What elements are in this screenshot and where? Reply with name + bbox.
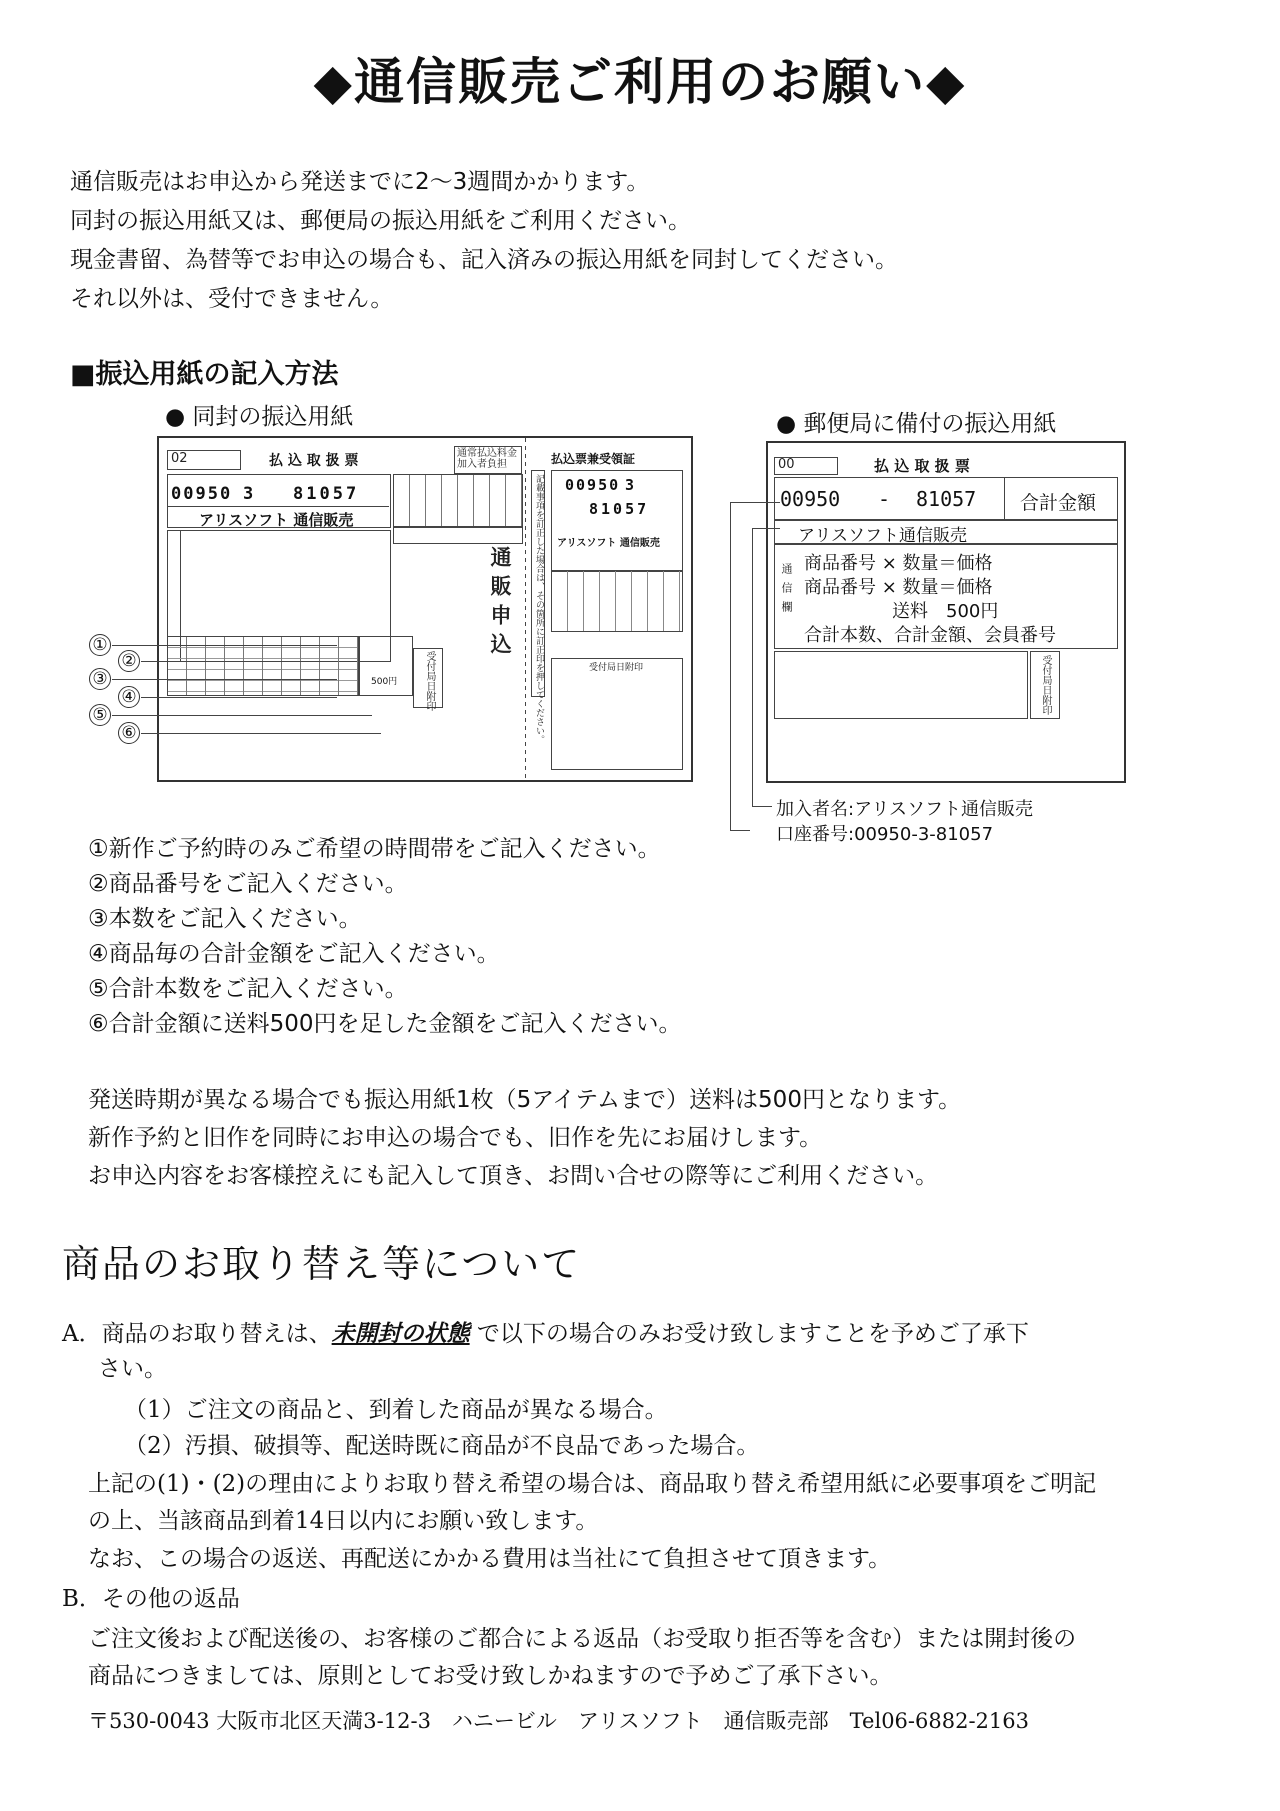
note-line: 新作予約と旧作を同時にお申込の場合でも、旧作を先にお届けします。 — [88, 1125, 823, 1151]
form-code: 00 — [778, 457, 795, 472]
account-number-1: 00950 — [780, 487, 841, 511]
section-a-para-3: なお、この場合の返送、再配送にかかる費用は当社にて負担させて頂きます。 — [88, 1546, 892, 1572]
date-stamp-label: 受付局日附印 — [1040, 655, 1051, 715]
section-a-cont: さい。 — [98, 1356, 167, 1382]
message-line-1: 商品番号 × 数量＝価格 — [804, 553, 993, 574]
amount-grid — [393, 474, 523, 528]
callout-4: ④ — [118, 686, 140, 708]
payee-name-note: 加入者名:アリスソフト通信販売 — [776, 799, 1033, 820]
company-address: 〒530-0043 大阪市北区天満3-12-3 ハニービル アリスソフト 通信販売部 Tel06-6882-2163 — [88, 1709, 1029, 1733]
receipt-account-3: 81057 — [589, 500, 650, 518]
perforation-line — [525, 438, 526, 780]
account-number-3: 81057 — [916, 487, 977, 511]
receipt-stamp-area — [551, 658, 683, 770]
instruction-item: ②商品番号をご記入ください。 — [88, 871, 408, 897]
account-number-1: 00950 — [171, 484, 233, 504]
callout-5: ⑤ — [89, 704, 111, 726]
callout-3: ③ — [89, 668, 111, 690]
note-line: 発送時期が異なる場合でも振込用紙1枚（5アイテムまで）送料は500円となります。 — [88, 1087, 962, 1113]
section-a-para-2: の上、当該商品到着14日以内にお願い致します。 — [88, 1508, 599, 1534]
message-label: 通信欄 — [780, 563, 793, 620]
section-a-item-2: （2）汚損、破損等、配送時既に商品が不良品であった場合。 — [124, 1433, 760, 1459]
correction-notice: 記載事項を訂正した場合は、その箇所に訂正印を押してください。 — [534, 474, 544, 744]
payee-name: アリスソフト 通信販売 — [199, 511, 354, 529]
instruction-list — [88, 832, 682, 1042]
receipt-account-1: 00950 — [565, 476, 621, 494]
section-heading-transfer: ■振込用紙の記入方法 — [70, 359, 339, 390]
message-line-3: 送料 500円 — [892, 601, 999, 622]
account-number-3: 81057 — [293, 484, 360, 504]
left-form-caption: ● 同封の振込用紙 — [165, 404, 354, 430]
account-number-2: 3 — [243, 484, 254, 504]
shipping-fee: 500円 — [371, 677, 398, 687]
enclosed-transfer-form — [157, 436, 693, 782]
page-title: ◆通信販売ご利用のお願い◆ — [313, 53, 967, 111]
instruction-item: ①新作ご予約時のみご希望の時間帯をご記入ください。 — [88, 836, 661, 862]
order-stamp: 通販申込 — [488, 546, 512, 662]
note-line: お申込内容をお客様控えにも記入して頂き、お問い合せの際等にご利用ください。 — [88, 1163, 939, 1189]
section-b-para-1: ご注文後および配送後の、お客様のご都合による返品（お受取り拒否等を含む）または開封後の — [88, 1626, 1077, 1652]
intro-text — [70, 163, 898, 319]
receipt-stamp-label: 受付局日附印 — [589, 663, 644, 673]
callout-2: ② — [118, 650, 140, 672]
message-line-4: 合計本数、合計金額、会員番号 — [804, 625, 1056, 646]
section-a-item-1: （1）ご注文の商品と、到着した商品が異なる場合。 — [124, 1397, 668, 1423]
section-b-para-2: 商品につきましては、原則としてお受け致しかねますので予めご了承下さい。 — [88, 1663, 893, 1689]
shipping-notes — [88, 1081, 961, 1195]
intro-line: 通信販売はお申込から発送までに2～3週間かかります。 — [70, 169, 650, 195]
section-a-para-1: 上記の(1)・(2)の理由によりお取り替え希望の場合は、商品取り替え希望用紙に必要事項をご明記 — [88, 1471, 1097, 1497]
instruction-item: ③本数をご記入ください。 — [88, 906, 362, 932]
post-office-transfer-form — [766, 441, 1126, 783]
section-b-heading: B．その他の返品 — [62, 1586, 240, 1612]
form-title: 払 込 取 扱 票 — [874, 457, 970, 475]
intro-line: それ以外は、受付できません。 — [70, 286, 394, 312]
instruction-item: ④商品毎の合計金額をご記入ください。 — [88, 941, 500, 967]
total-amount-label: 合計金額 — [1020, 492, 1097, 514]
fee-note: 通常払込料金 加入者負担 — [457, 448, 517, 470]
emphasis-unopened: 未開封の状態 — [331, 1320, 470, 1347]
intro-line: 現金書留、為替等でお申込の場合も、記入済みの振込用紙を同封してください。 — [70, 247, 898, 273]
fee-note-box — [454, 446, 522, 474]
form-title: 払 込 取 扱 票 — [269, 453, 359, 469]
payee-name: アリスソフト通信販売 — [798, 526, 967, 546]
receipt-account-2: 3 — [625, 476, 635, 494]
receipt-payee-name: アリスソフト 通信販売 — [557, 538, 660, 549]
instruction-item: ⑤合計本数をご記入ください。 — [88, 976, 408, 1002]
instruction-item: ⑥合計金額に送料500円を足した金額をご記入ください。 — [88, 1011, 682, 1037]
section-heading-exchange: 商品のお取り替え等について — [62, 1242, 582, 1286]
account-number-note: 口座番号:00950-3-81057 — [776, 824, 994, 845]
right-form-caption: ● 郵便局に備付の振込用紙 — [776, 411, 1057, 437]
date-stamp-label: 受付局日附印 — [424, 651, 435, 711]
intro-line: 同封の振込用紙又は、郵便局の振込用紙をご利用ください。 — [70, 208, 691, 234]
section-a-line: A．商品のお取り替えは、未開封の状態 で以下の場合のみお受け致しますことを予めご了承下 — [62, 1320, 1029, 1347]
form-code: 02 — [171, 451, 188, 466]
receipt-title: 払込票兼受領証 — [551, 452, 636, 466]
account-number-2: - — [878, 487, 891, 511]
callout-6: ⑥ — [118, 722, 140, 744]
message-line-2: 商品番号 × 数量＝価格 — [804, 577, 993, 598]
callout-1: ① — [89, 634, 111, 656]
